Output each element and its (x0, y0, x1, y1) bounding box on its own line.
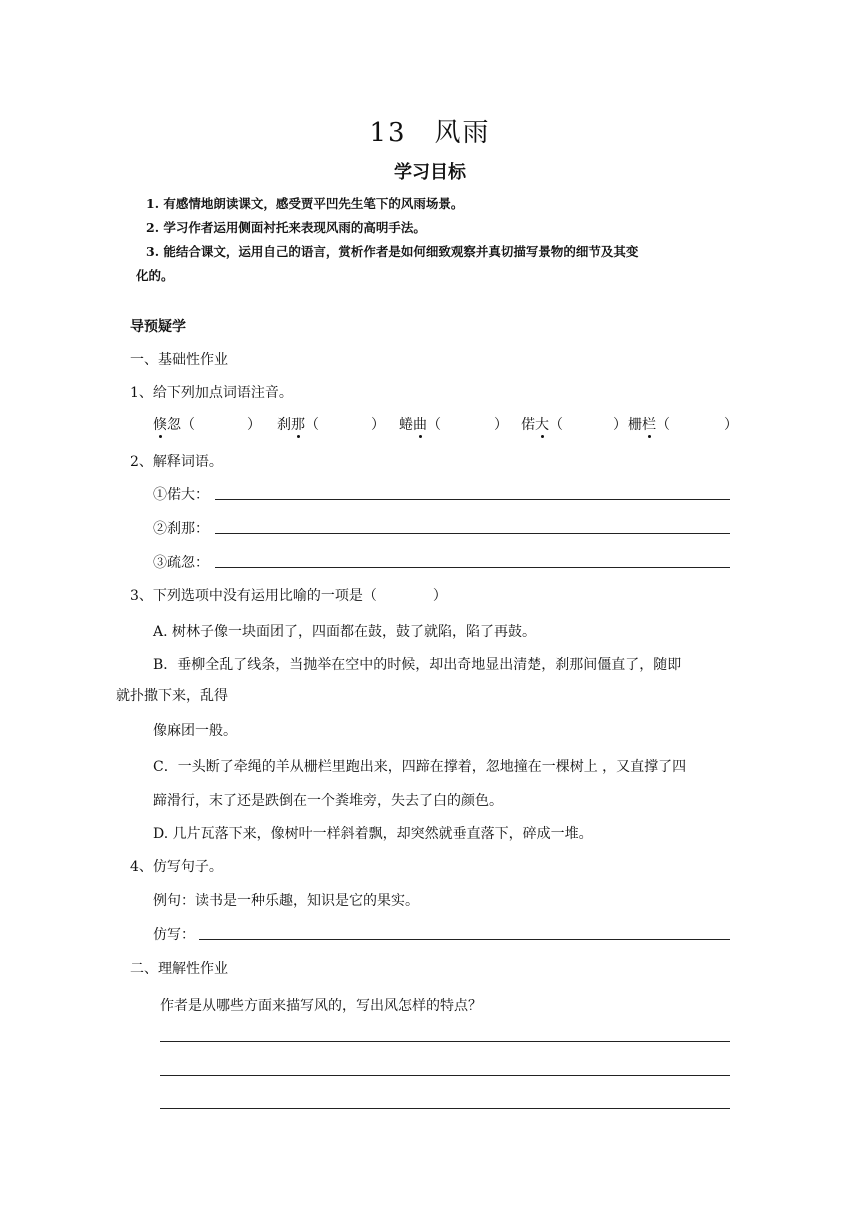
q2-item-3: ③疏忽： (153, 555, 209, 571)
pinyin-close-5: ） (724, 417, 738, 433)
objective-3-continued: 化的。 (136, 268, 174, 283)
q2-item-2: ②刹那： (153, 521, 209, 537)
q4-answer-line[interactable] (199, 939, 730, 940)
q2-item-1: ①偌大： (153, 487, 209, 503)
q3-option-b-cont: 就扑撒下来，乱得 (116, 688, 228, 704)
q3-option-d: D. 几片瓦落下来，像树叶一样斜着飘，却突然就垂直落下，碎成一堆。 (153, 826, 593, 842)
part1-heading: 一、基础性作业 (130, 352, 228, 368)
objective-3: 3. 能结合课文，运用自己的语言，赏析作者是如何细致观察并真切描写景物的细节及其变 (146, 244, 639, 259)
q3-option-a: A. 树林子像一块面团了，四面都在鼓，鼓了就陷，陷了再鼓。 (153, 624, 537, 640)
q4-example: 例句：读书是一种乐趣，知识是它的果实。 (153, 893, 419, 909)
page-title: 13 风雨 (369, 118, 491, 148)
pinyin-item-5: 栅栏（ (628, 417, 670, 433)
q1-label: 1、给下列加点词语注音。 (130, 385, 293, 401)
part2-question: 作者是从哪些方面来描写风的，写出风怎样的特点？ (160, 998, 482, 1014)
q3-option-c-cont: 蹄滑行，末了还是跌倒在一个粪堆旁，失去了白的颜色。 (153, 793, 503, 809)
pinyin-item-4: 偌大（ (521, 417, 563, 433)
q4-label: 4、仿写句子。 (130, 859, 223, 875)
pinyin-item-1: 倏忽（ (153, 417, 195, 433)
section-subtitle: 学习目标 (394, 162, 466, 183)
part2-answer-line-1[interactable] (160, 1041, 730, 1042)
q3-label: 3、下列选项中没有运用比喻的一项是（ ） (130, 588, 447, 604)
pinyin-item-2: 刹那（ (277, 417, 319, 433)
q2-answer-line-3[interactable] (215, 567, 730, 568)
pinyin-close-1: ） (247, 417, 261, 433)
q2-answer-line-2[interactable] (215, 533, 730, 534)
pinyin-close-3: ） (494, 417, 508, 433)
pinyin-item-3: 蜷曲（ (399, 417, 441, 433)
part2-answer-line-2[interactable] (160, 1075, 730, 1076)
q4-imitate-label: 仿写： (153, 927, 195, 943)
q2-label: 2、解释词语。 (130, 454, 223, 470)
pinyin-close-2: ） (371, 417, 385, 433)
objective-2: 2. 学习作者运用侧面衬托来表现风雨的高明手法。 (146, 220, 426, 235)
objectives-list (136, 192, 706, 288)
q3-option-c: C．一头断了牵绳的羊从栅栏里跑出来，四蹄在撑着，忽地撞在一棵树上 ，又直撑了四 (153, 759, 687, 775)
objective-1: 1. 有感情地朗读课文，感受贾平凹先生笔下的风雨场景。 (146, 196, 464, 211)
pinyin-close-4: ） (613, 417, 627, 433)
q3-option-b-cont2: 像麻团一般。 (153, 723, 237, 739)
section-heading: 导预疑学 (130, 319, 186, 335)
part2-heading: 二、理解性作业 (130, 961, 228, 977)
q2-answer-line-1[interactable] (215, 499, 730, 500)
q3-option-b: B．垂柳全乱了线条，当抛举在空中的时候，却出奇地显出清楚，刹那间僵直了，随即 (153, 657, 682, 673)
part2-answer-line-3[interactable] (160, 1108, 730, 1109)
